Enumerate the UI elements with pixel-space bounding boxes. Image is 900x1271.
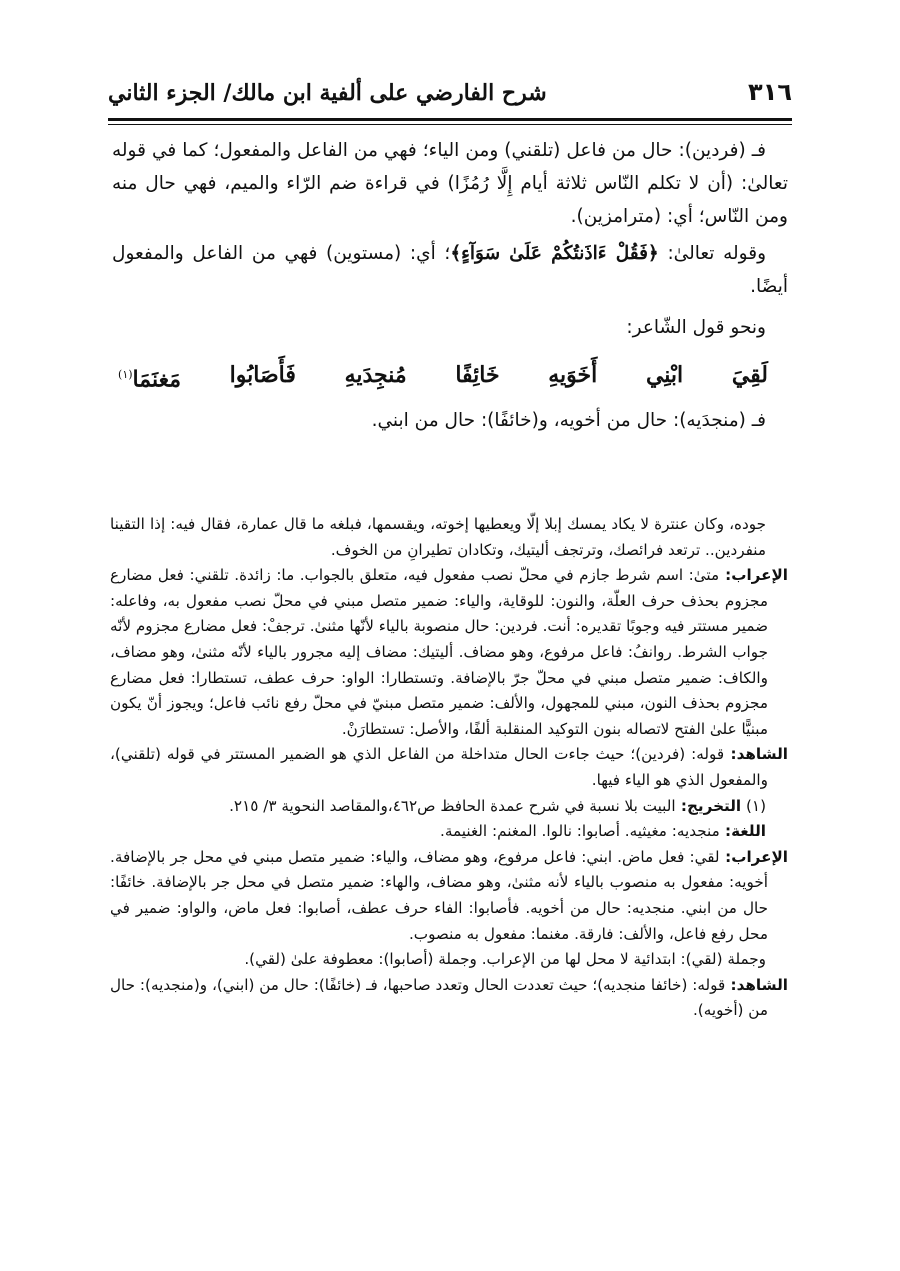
footnote-irab-2 bbox=[110, 845, 788, 947]
page-header bbox=[108, 70, 792, 112]
paragraph-2-end: ؛ أي: (مستوين) فهي من الفاعل والمفعول أيضًا. bbox=[112, 243, 788, 297]
footnote-shahid-2 bbox=[110, 973, 788, 1024]
header-rule-thick bbox=[108, 118, 792, 121]
verse-word: مَغنَمَا bbox=[132, 366, 181, 393]
footnote-number: (١) bbox=[741, 796, 766, 815]
paragraph-1: فـ (فردين): حال من فاعل (تلقني) ومن الياء؛ فهي من الفاعل والمفعول؛ كما في قوله تعالىٰ: (أن لا تكلم النّاس ثلاثة أيام إِلَّا رُمُزًا) في قراءة ضم الرّاء والميم، فهي حال منه ومن النّاس؛ أي: (مترامزين). bbox=[112, 140, 788, 227]
main-text bbox=[112, 134, 788, 441]
verse-word: خَائِفًا bbox=[455, 362, 500, 388]
quran-quote: ﴿فَقُلْ ءَاذَنتُكُمْ عَلَىٰ سَوَآءٍ﴾ bbox=[450, 243, 659, 264]
footnote-text: قوله: (فردين)؛ حيث جاءت الحال متداخلة من الفاعل الذي هو الضمير المستتر في قوله (تلقني)، والمفعول الذي هو الياء فيها. bbox=[110, 745, 768, 789]
footnotes bbox=[110, 512, 788, 1024]
footnote-irab bbox=[110, 563, 788, 742]
running-title: شرح الفارضي على ألفية ابن مالك/ الجزء الثاني bbox=[108, 80, 547, 106]
verse-word: فَأَصَابُوا bbox=[229, 362, 296, 388]
footnote-label: الشاهد: bbox=[725, 975, 788, 994]
footnote-1-takhrij bbox=[110, 794, 788, 820]
paragraph-2-start: وقوله تعالىٰ: bbox=[658, 243, 767, 264]
verse-word-last bbox=[118, 350, 181, 404]
verse-word: أَخَوَيهِ bbox=[548, 362, 598, 388]
paragraph-2 bbox=[112, 237, 788, 303]
footnote-text: البيت بلا نسبة في شرح عمدة الحافظ ص٤٦٢،والمقاصد النحوية ٣/ ٢١٥. bbox=[229, 796, 676, 815]
paragraph-4: فـ (منجدَيه): حال من أخويه، و(خائفًا): حال من ابني. bbox=[371, 410, 766, 432]
footnote-text: قوله: (خائفا منجديه)؛ حيث تعددت الحال وتعدد صاحبها، فـ (خائفًا): حال من (ابني)، و(منجديه): حال من (أخويه). bbox=[110, 975, 768, 1020]
paragraph-3: ونحو قول الشّاعر: bbox=[626, 317, 766, 338]
header-rule-thin bbox=[108, 124, 792, 125]
footnote-continuation: جوده، وكان عنترة لا يكاد يمسك إبلا إلّا ويعطيها إخوته، ويقسمها، فبلغه ما قال عمارة، فقال فيه: إذا التقينا منفردين.. ترتعد فرائصك، وترتجف أليتيك، وتكادان تطيرانِ من الخوف. bbox=[110, 515, 766, 559]
poetry-verse bbox=[118, 350, 768, 404]
verse-word: ابْنِي bbox=[645, 362, 684, 388]
footnote-shahid bbox=[110, 742, 788, 793]
page-number: ٣١٦ bbox=[748, 78, 792, 106]
footnote-text: متىٰ: اسم شرط جازم في محلّ نصب مفعول فيه، متعلق بالجواب. ما: زائدة. تلقني: فعل مضارع مجزوم بحذف حرف العلّة، والنون: للوقاية، والياء: ضمير متصل مبني في محلّ نصب مفعول به، وفاعله: ضمير مستتر فيه وجوبًا تقديره: أنت. فردين: حال منصوبة بالياء لأنّها مثنىٰ. ترجفْ: فعل مضارع مجزوم لأنّه جواب الشرط. روانفُ: فاعل مرفوع، وهو مضاف. أليتيك: مضاف إليه مجرور بالياء لأنّه مثنىٰ، وهو مضاف، والكاف: ضمير متصل مبني في محلّ جرّ بالإضافة. وتستطارا: الواو: حرف عطف، تستطارا: فعل مضارع مجزوم بحذف النون، مبني للمجهول، والألف: ضمير متصل مبنيّ في محلّ رفع نائب فاعل؛ ويجوز أنّ يكون مبنيًّا علىٰ الفتح لاتصاله بنون التوكيد المنقلبة ألفًا، والأصل: تستطارَنْ. bbox=[110, 566, 768, 738]
footnote-text: لقي: فعل ماض. ابني: فاعل مرفوع، وهو مضاف، والياء: ضمير متصل مبني في محل جر بالإضافة. أخويه: مفعول به منصوب بالياء لأنه مثنىٰ، وهو مضاف، والهاء: ضمير متصل في محل جر بالإضافة. خائفًا: حال من ابني. منجديه: حال من أخويه. فأصابوا: الفاء حرف عطف، أصابوا: فعل ماض، والواو: ضمير في محل رفع فاعل، والألف: فارقة. مغنما: مفعول به منصوب. bbox=[110, 847, 768, 943]
footnote-jumla: وجملة (لقي): ابتدائية لا محل لها من الإعراب. وجملة (أصابوا): معطوفة علىٰ (لقي). bbox=[244, 950, 766, 969]
footnote-lugha bbox=[110, 819, 788, 845]
footnote-label: الإعراب: bbox=[719, 847, 789, 866]
verse-word: مُنجِدَيهِ bbox=[344, 362, 407, 388]
footnote-ref: (١) bbox=[118, 368, 133, 381]
footnote-label: الشاهد: bbox=[724, 745, 789, 764]
footnote-text: منجديه: مغيثيه. أصابوا: نالوا. المغنم: الغنيمة. bbox=[440, 822, 720, 841]
footnote-label: اللغة: bbox=[719, 822, 766, 841]
verse-word: لَقِيَ bbox=[731, 362, 768, 388]
footnote-label: الإعراب: bbox=[719, 566, 788, 585]
footnote-label: التخريج: bbox=[675, 796, 742, 815]
